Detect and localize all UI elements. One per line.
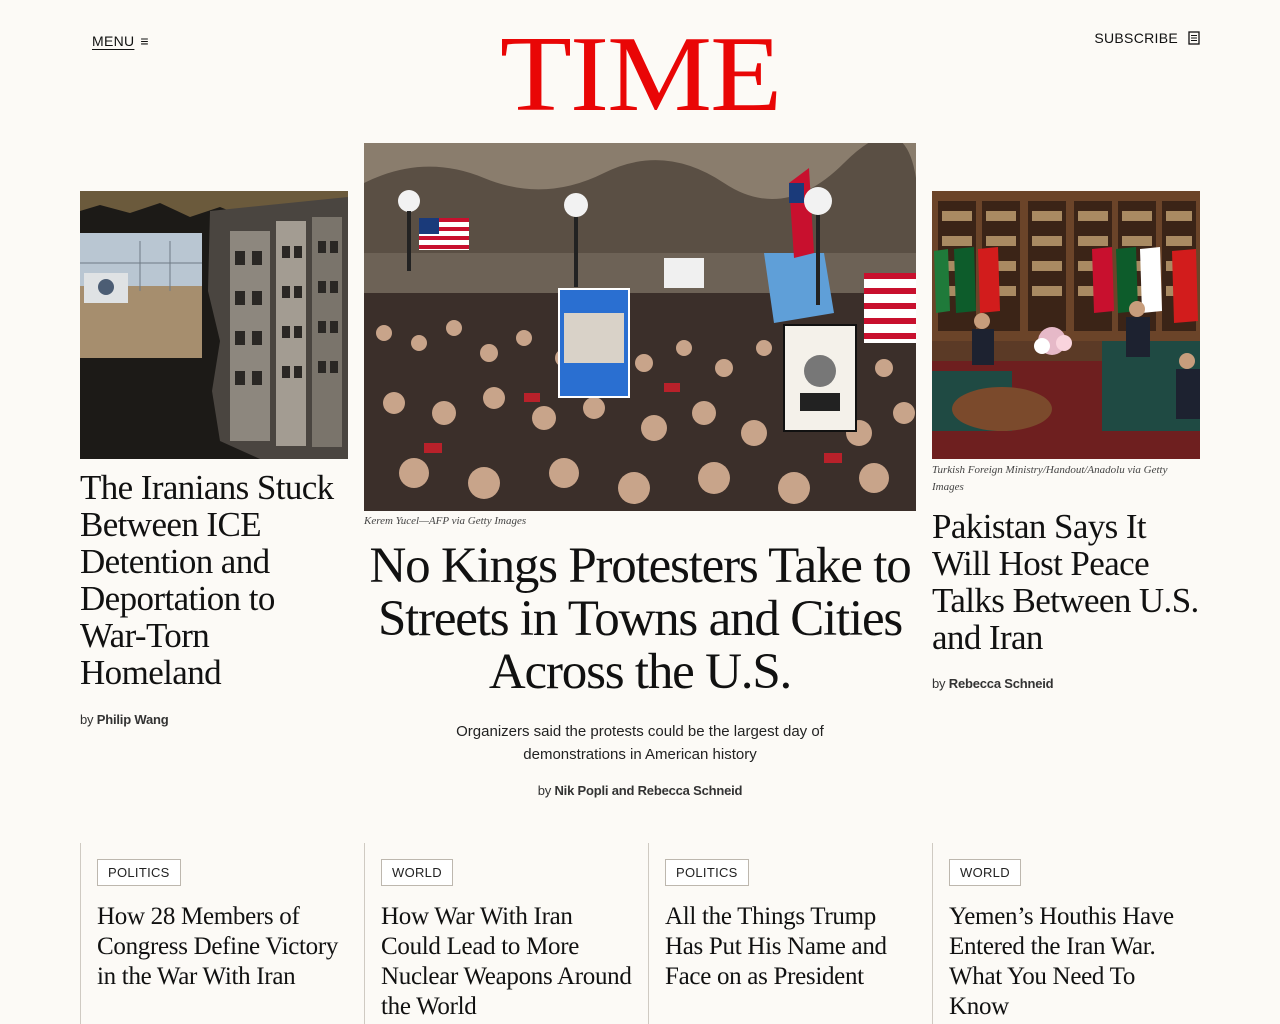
right-story-byline: [932, 676, 1053, 691]
byline-prefix: by: [537, 783, 552, 798]
section-tag[interactable]: WORLD: [381, 859, 453, 886]
story-card-headline[interactable]: How 28 Members of Congress Define Victory in the War With Iran: [97, 903, 339, 990]
story-card: [932, 843, 1200, 1024]
left-story-image[interactable]: [80, 191, 348, 459]
story-card-headline[interactable]: Yemen’s Houthis Have Entered the Iran War. What You Need To Know: [949, 903, 1174, 1020]
story-card: [648, 843, 916, 1024]
left-story-byline: [80, 712, 168, 727]
story-card: [364, 843, 632, 1024]
right-story-author[interactable]: Rebecca Schneid: [948, 676, 1054, 691]
byline-prefix: by: [932, 676, 946, 691]
main-photo-credit: Kerem Yucel—AFP via Getty Images: [364, 515, 527, 527]
story-card: [80, 843, 348, 1024]
left-story-headline[interactable]: The Iranians Stuck Between ICE Detention and Deportation to War-Torn Homeland: [80, 468, 334, 692]
story-card-headline[interactable]: How War With Iran Could Lead to More Nuclear Weapons Around the World: [381, 903, 632, 1020]
left-story-author[interactable]: Philip Wang: [96, 712, 169, 727]
section-tag[interactable]: POLITICS: [97, 859, 181, 886]
main-story-dek: Organizers said the protests could be the largest day of demonstrations in American history: [456, 723, 824, 763]
section-tag[interactable]: POLITICS: [665, 859, 749, 886]
hamburger-icon: ≡: [140, 33, 149, 49]
right-photo-credit: Turkish Foreign Ministry/Handout/Anadolu via Getty Images: [932, 464, 1168, 493]
main-story-byline: [364, 783, 916, 798]
menu-label: MENU: [92, 33, 135, 49]
right-story-headline[interactable]: Pakistan Says It Will Host Peace Talks Between U.S. and Iran: [932, 507, 1199, 657]
right-story-image[interactable]: [932, 191, 1200, 459]
subscribe-label: SUBSCRIBE: [1094, 30, 1178, 46]
subscribe-button[interactable]: [1094, 30, 1200, 46]
time-logo[interactable]: TIME: [499, 13, 781, 134]
byline-prefix: by: [80, 712, 94, 727]
main-story-author[interactable]: Nik Popli and Rebecca Schneid: [554, 783, 743, 798]
story-card-headline[interactable]: All the Things Trump Has Put His Name and Face on as President: [665, 903, 887, 990]
section-tag[interactable]: WORLD: [949, 859, 1021, 886]
menu-button[interactable]: [92, 33, 149, 49]
main-story-headline[interactable]: No Kings Protesters Take to Streets in Towns and Cities Across the U.S.: [369, 538, 911, 700]
main-story-image[interactable]: [364, 143, 916, 511]
magazine-icon: [1188, 31, 1200, 45]
